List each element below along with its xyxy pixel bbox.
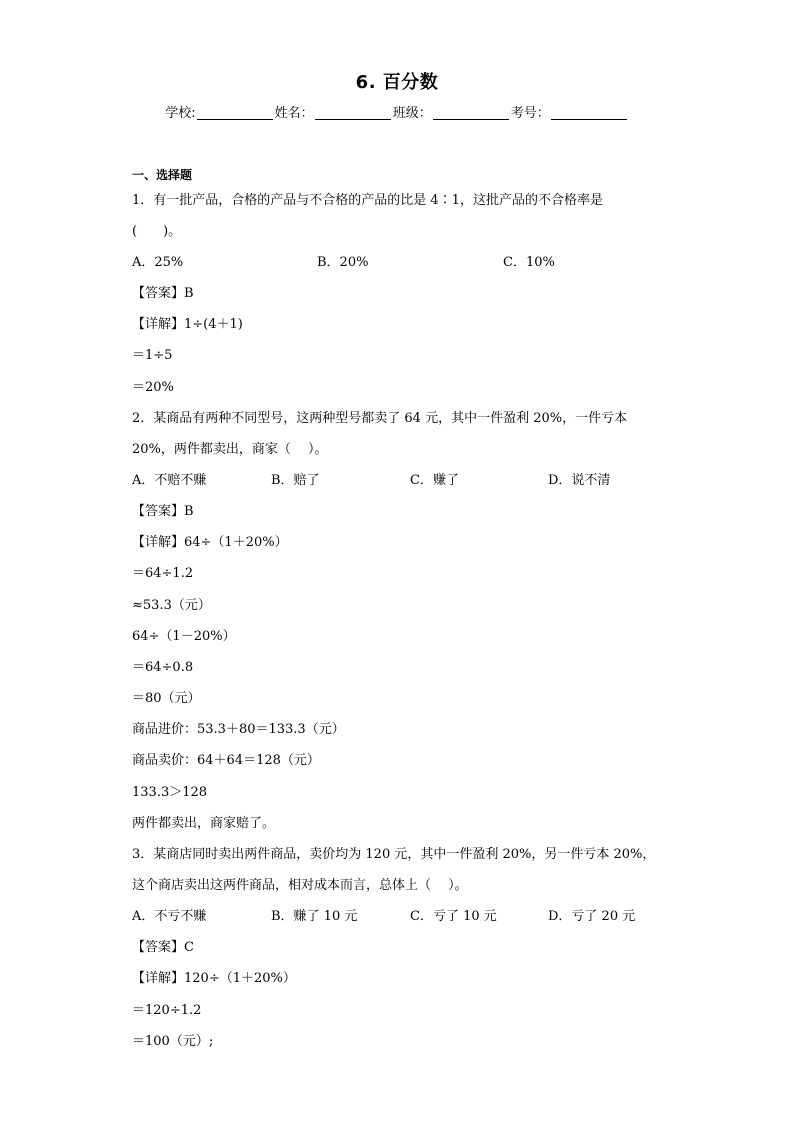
q1-detail-line: ＝20% (132, 380, 174, 395)
section-heading: 一、选择题 (132, 168, 193, 182)
q2-option-c: C．赚了 (410, 473, 459, 488)
q1-option-c: C．10% (503, 255, 555, 270)
q1-stem-line1: 1．有一批产品，合格的产品与不合格的产品的比是 4∶1，这批产品的不合格率是 (132, 193, 603, 208)
q3-detail-line: ＝100（元）; (132, 1034, 214, 1049)
q2-detail-line: 商品进价：53.3＋80＝133.3（元） (132, 722, 345, 737)
q3-stem-line1: 3．某商店同时卖出两件商品，卖价均为 120 元，其中一件盈利 20%，另一件亏本 20%， (132, 847, 656, 862)
q3-option-b: B．赚了 10 元 (271, 909, 358, 924)
q3-option-a: A．不亏不赚 (132, 909, 207, 924)
q3-detail-line: 【详解】120÷（1＋20%） (132, 971, 296, 986)
class-label: 班级： (392, 106, 432, 121)
q2-option-d: D．说不清 (548, 473, 611, 488)
q1-option-b: B．20% (317, 255, 369, 270)
q3-stem-line2: 这个商店卖出这两件商品，相对成本而言，总体上（ ）。 (132, 878, 468, 893)
q1-detail-line: ＝1÷5 (132, 348, 173, 363)
q2-detail-line: ≈53.3（元） (132, 598, 211, 613)
school-blank (197, 105, 273, 120)
q2-detail-line: 两件都卖出，商家赔了。 (132, 816, 276, 831)
name-blank (315, 105, 391, 120)
q2-detail-line: ＝80（元） (132, 691, 201, 706)
q1-answer: 【答案】B (132, 286, 194, 301)
q2-detail-line: ＝64÷0.8 (132, 660, 194, 675)
class-blank (433, 105, 509, 120)
q2-detail-line: ＝64÷1.2 (132, 566, 194, 581)
q3-answer: 【答案】C (132, 940, 194, 955)
q1-detail-line: 【详解】1÷(4＋1) (132, 317, 243, 332)
name-label: 姓名： (274, 106, 314, 121)
exam-number-label: 考号： (510, 106, 550, 121)
q2-option-b: B．赔了 (271, 473, 320, 488)
q2-detail-line: 【详解】64÷（1＋20%） (132, 535, 288, 550)
school-label: 学校: (165, 106, 196, 121)
q2-stem-line1: 2．某商品有两种不同型号，这两种型号都卖了 64 元，其中一件盈利 20%，一件亏本 (132, 411, 628, 426)
q1-option-a: A．25% (132, 255, 184, 270)
q3-option-d: D．亏了 20 元 (548, 909, 636, 924)
q2-detail-line: 商品卖价：64＋64＝128（元） (132, 753, 320, 768)
page-title: 6. 百分数 (355, 72, 439, 93)
q2-option-a: A．不赔不赚 (132, 473, 207, 488)
q2-stem-line2: 20%，两件都卖出，商家（ ）。 (132, 442, 328, 457)
exam-number-blank (551, 105, 627, 120)
q3-option-c: C．亏了 10 元 (410, 909, 497, 924)
q3-detail-line: ＝120÷1.2 (132, 1003, 202, 1018)
q1-stem-line2: ( )。 (132, 224, 182, 239)
q2-detail-line: 133.3＞128 (132, 785, 208, 800)
student-info-line (0, 102, 794, 121)
q2-answer: 【答案】B (132, 504, 194, 519)
q2-detail-line: 64÷（1－20%） (132, 629, 236, 644)
